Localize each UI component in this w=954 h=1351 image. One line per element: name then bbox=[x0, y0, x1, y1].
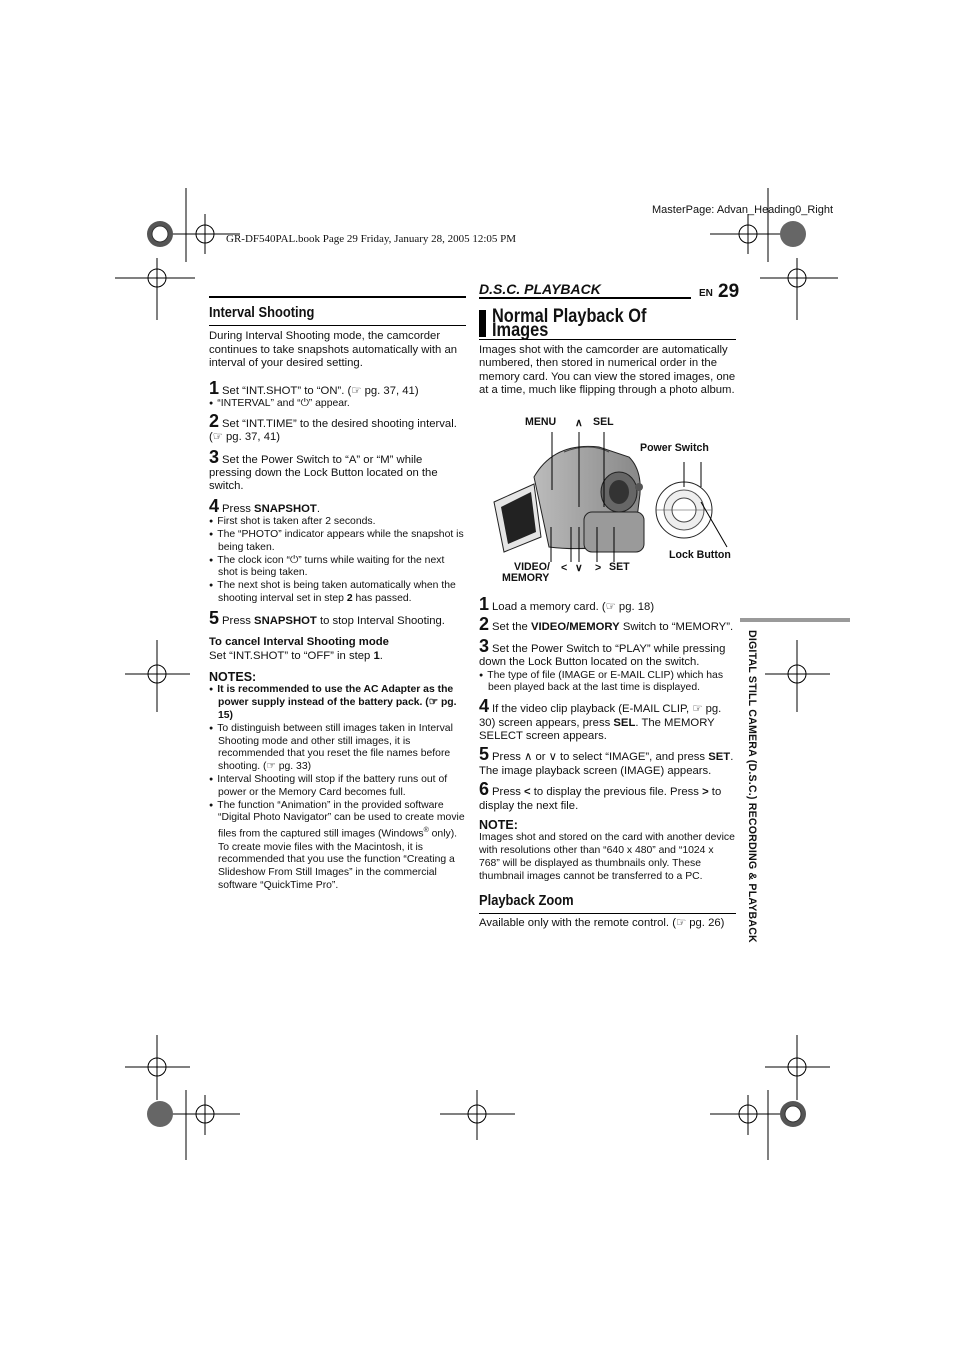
step-6: 6 Press < to display the previous file. Press > to display the next file. bbox=[479, 779, 722, 812]
crosshair-icon bbox=[115, 188, 240, 320]
note-item: ● The function “Animation” in the provided software “Digital Photo Navigator” can be used to create movie files from the captured still images (Windows® only). To create movie files with the Macintosh, it is recommended that you use the function “Creating a Slideshow From Still Images” in the commercial software “QuickTime Pro”. bbox=[209, 800, 466, 893]
interval-shooting-title: Interval Shooting bbox=[209, 304, 315, 321]
note-text: Images shot and stored on the card with another device with resolutions other than “640 x 480” and “1024 x 768” will be displayed as thumbnails only. These thumbnail images cannot be transferred to a PC. bbox=[479, 832, 735, 882]
step-2: 2 Set “INT.TIME” to the desired shooting interval. (☞ pg. 37, 41) bbox=[209, 410, 457, 444]
masterpage-label: MasterPage: Advan_Heading0_Right bbox=[652, 204, 834, 216]
callout-gt: > bbox=[595, 562, 602, 574]
page-number: 29 bbox=[718, 281, 740, 302]
playback-title-row bbox=[479, 306, 736, 341]
callout-up: ∧ bbox=[575, 417, 583, 429]
note-item: ● To distinguish between still images taken in Interval Shooting mode and other still images, it is recommended that you reset the file names before shooting. (☞ pg. 33) bbox=[209, 723, 466, 774]
callout-power-switch: Power Switch bbox=[640, 442, 709, 454]
intro-text: During Interval Shooting mode, the camcorder continues to take snapshots automatically with an interval of your desired setting. bbox=[209, 330, 458, 370]
note-heading: NOTE: bbox=[479, 818, 518, 833]
callout-video: VIDEO/ bbox=[514, 561, 550, 573]
step-5: 5 Press SNAPSHOT to stop Interval Shooting. bbox=[209, 607, 445, 628]
note-item: ● It is recommended to use the AC Adapter as the power supply instead of the battery pack. (☞ pg. 15) bbox=[209, 684, 466, 722]
step-3-bullet: ● The type of file (IMAGE or E-MAIL CLIP) which has been played back at the last time is displayed. bbox=[479, 670, 736, 696]
target-icon bbox=[780, 221, 806, 247]
crosshair-icon bbox=[440, 1090, 515, 1140]
left-column bbox=[209, 306, 466, 893]
crosshair-icon bbox=[125, 640, 190, 712]
camera-diagram bbox=[479, 412, 739, 587]
side-tab-bar bbox=[740, 618, 850, 622]
crosshair-icon bbox=[710, 1035, 830, 1160]
crosshair-icon bbox=[765, 640, 830, 712]
step-2: 2 Set the VIDEO/MEMORY Switch to “MEMORY”. bbox=[479, 614, 734, 635]
note-item: ● Interval Shooting will stop if the battery runs out of power or the Memory Card becomes full. bbox=[209, 774, 466, 800]
crosshair-icon bbox=[125, 1035, 240, 1160]
step-4-bullet: ● The “PHOTO” indicator appears while the snapshot is being taken. bbox=[209, 529, 466, 555]
side-tab bbox=[740, 630, 760, 943]
divider bbox=[209, 325, 466, 326]
playback-zoom-title: Playback Zoom bbox=[479, 891, 574, 909]
callout-lt: < bbox=[561, 562, 568, 574]
step-5: 5 Press ∧ or ∨ to select “IMAGE”, and press SET. The image playback screen (IMAGE) appears. bbox=[479, 744, 734, 777]
playback-title: Normal Playback Of Images bbox=[491, 306, 647, 341]
left-top-rule bbox=[209, 296, 466, 298]
section-rule bbox=[479, 297, 691, 299]
section-title: D.S.C. PLAYBACK bbox=[479, 281, 601, 297]
lang-label: EN bbox=[699, 288, 713, 299]
cancel-heading: To cancel Interval Shooting mode bbox=[209, 636, 389, 649]
notes-heading: NOTES: bbox=[209, 670, 257, 685]
step-4-bullet: ● First shot is taken after 2 seconds. bbox=[209, 516, 466, 529]
book-info: GR-DF540PAL.book Page 29 Friday, January 28, 2005 12:05 PM bbox=[226, 233, 517, 245]
side-tab-text: DIGITAL STILL CAMERA (D.S.C.) RECORDING & PLAYBACK bbox=[746, 630, 758, 943]
step-1-bullet: ● “INTERVAL” and “⏻” appear. bbox=[209, 398, 466, 411]
step-1: 1 Set “INT.SHOT” to “ON”. (☞ pg. 37, 41) bbox=[209, 377, 419, 398]
callout-lock-button: Lock Button bbox=[669, 549, 731, 561]
step-4-bullet: ● The clock icon “⏻” turns while waiting for the next shot is being taken. bbox=[209, 555, 466, 581]
callout-sel: SEL bbox=[593, 416, 614, 428]
right-steps bbox=[479, 594, 736, 930]
target-icon bbox=[147, 1101, 173, 1127]
step-4: 4 If the video clip playback (E-MAIL CLIP, ☞ pg. 30) screen appears, press SEL. The MEMORY SELECT screen appears. bbox=[479, 696, 722, 743]
divider bbox=[479, 913, 736, 914]
intro-text: Images shot with the camcorder are automatically numbered, then stored in numerical order in the memory card. You can view the stored images, one at a time, much like flipping through a photo album. bbox=[479, 344, 736, 397]
step-4-bullet: ● The next shot is being taken automatically when the shooting interval set in step 2 has passed. bbox=[209, 580, 466, 606]
step-1: 1 Load a memory card. (☞ pg. 18) bbox=[479, 594, 655, 614]
title-marker bbox=[479, 310, 486, 337]
right-column bbox=[479, 306, 736, 398]
zoom-text: Available only with the remote control. (☞ pg. 26) bbox=[479, 917, 725, 930]
callout-set: SET bbox=[609, 561, 630, 573]
callout-menu: MENU bbox=[525, 416, 557, 428]
step-3: 3 Set the Power Switch to “PLAY” while pressing down the Lock Button located on the switch. bbox=[479, 635, 726, 669]
step-4: 4 Press SNAPSHOT. bbox=[209, 495, 320, 516]
step-3: 3 Set the Power Switch to “A” or “M” while pressing down the Lock Button located on the switch. bbox=[209, 446, 438, 493]
callout-down: ∨ bbox=[575, 562, 583, 574]
callout-memory: MEMORY bbox=[502, 572, 550, 584]
cancel-text: Set “INT.SHOT” to “OFF” in step 1. bbox=[209, 649, 383, 662]
